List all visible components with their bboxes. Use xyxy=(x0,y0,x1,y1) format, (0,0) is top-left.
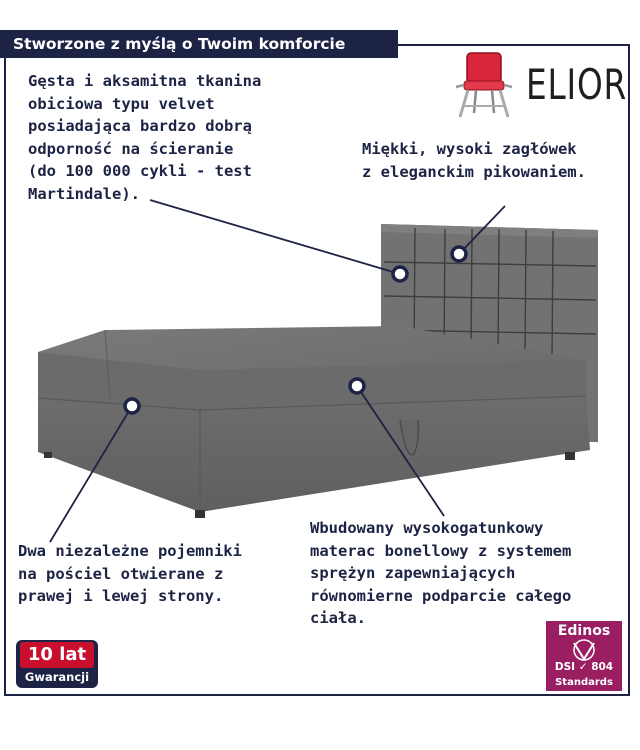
bed-base xyxy=(38,396,590,518)
certificate-check-icon xyxy=(568,639,600,661)
warranty-badge xyxy=(16,640,98,688)
callout-headboard: Miękki, wysoki zagłówek z eleganckim pikowaniem. xyxy=(362,140,586,181)
callout-mattress: Wbudowany wysokogatunkowy materac bonellowy z systemem sprężyn zapewniających równomierne podparcie całego ciała. xyxy=(310,519,572,627)
certificate-name: Edinos xyxy=(557,623,611,639)
certificate-code-right: 804 xyxy=(591,661,614,673)
callout-storage: Dwa niezależne pojemniki na pościel otwierane z prawej i lewej strony. xyxy=(18,542,242,605)
brand-name: ELIOR xyxy=(526,60,628,109)
certificate-code-left: DSI xyxy=(554,661,576,673)
warranty-label: Gwarancji xyxy=(24,670,90,684)
edinos-certificate-badge xyxy=(546,621,622,691)
certificate-code: DSI ✓ 804 xyxy=(554,661,614,673)
callout-fabric: Gęsta i aksamitna tkanina obiciowa typu velvet posiadająca bardzo dobrą odporność na ścieranie (do 100 000 cykli - test Martindale). xyxy=(28,72,262,203)
warranty-years: 10 lat xyxy=(20,642,94,668)
certificate-label: Standards xyxy=(555,677,613,688)
banner-title: Stworzone z myślą o Twoim komforcie xyxy=(0,30,398,58)
